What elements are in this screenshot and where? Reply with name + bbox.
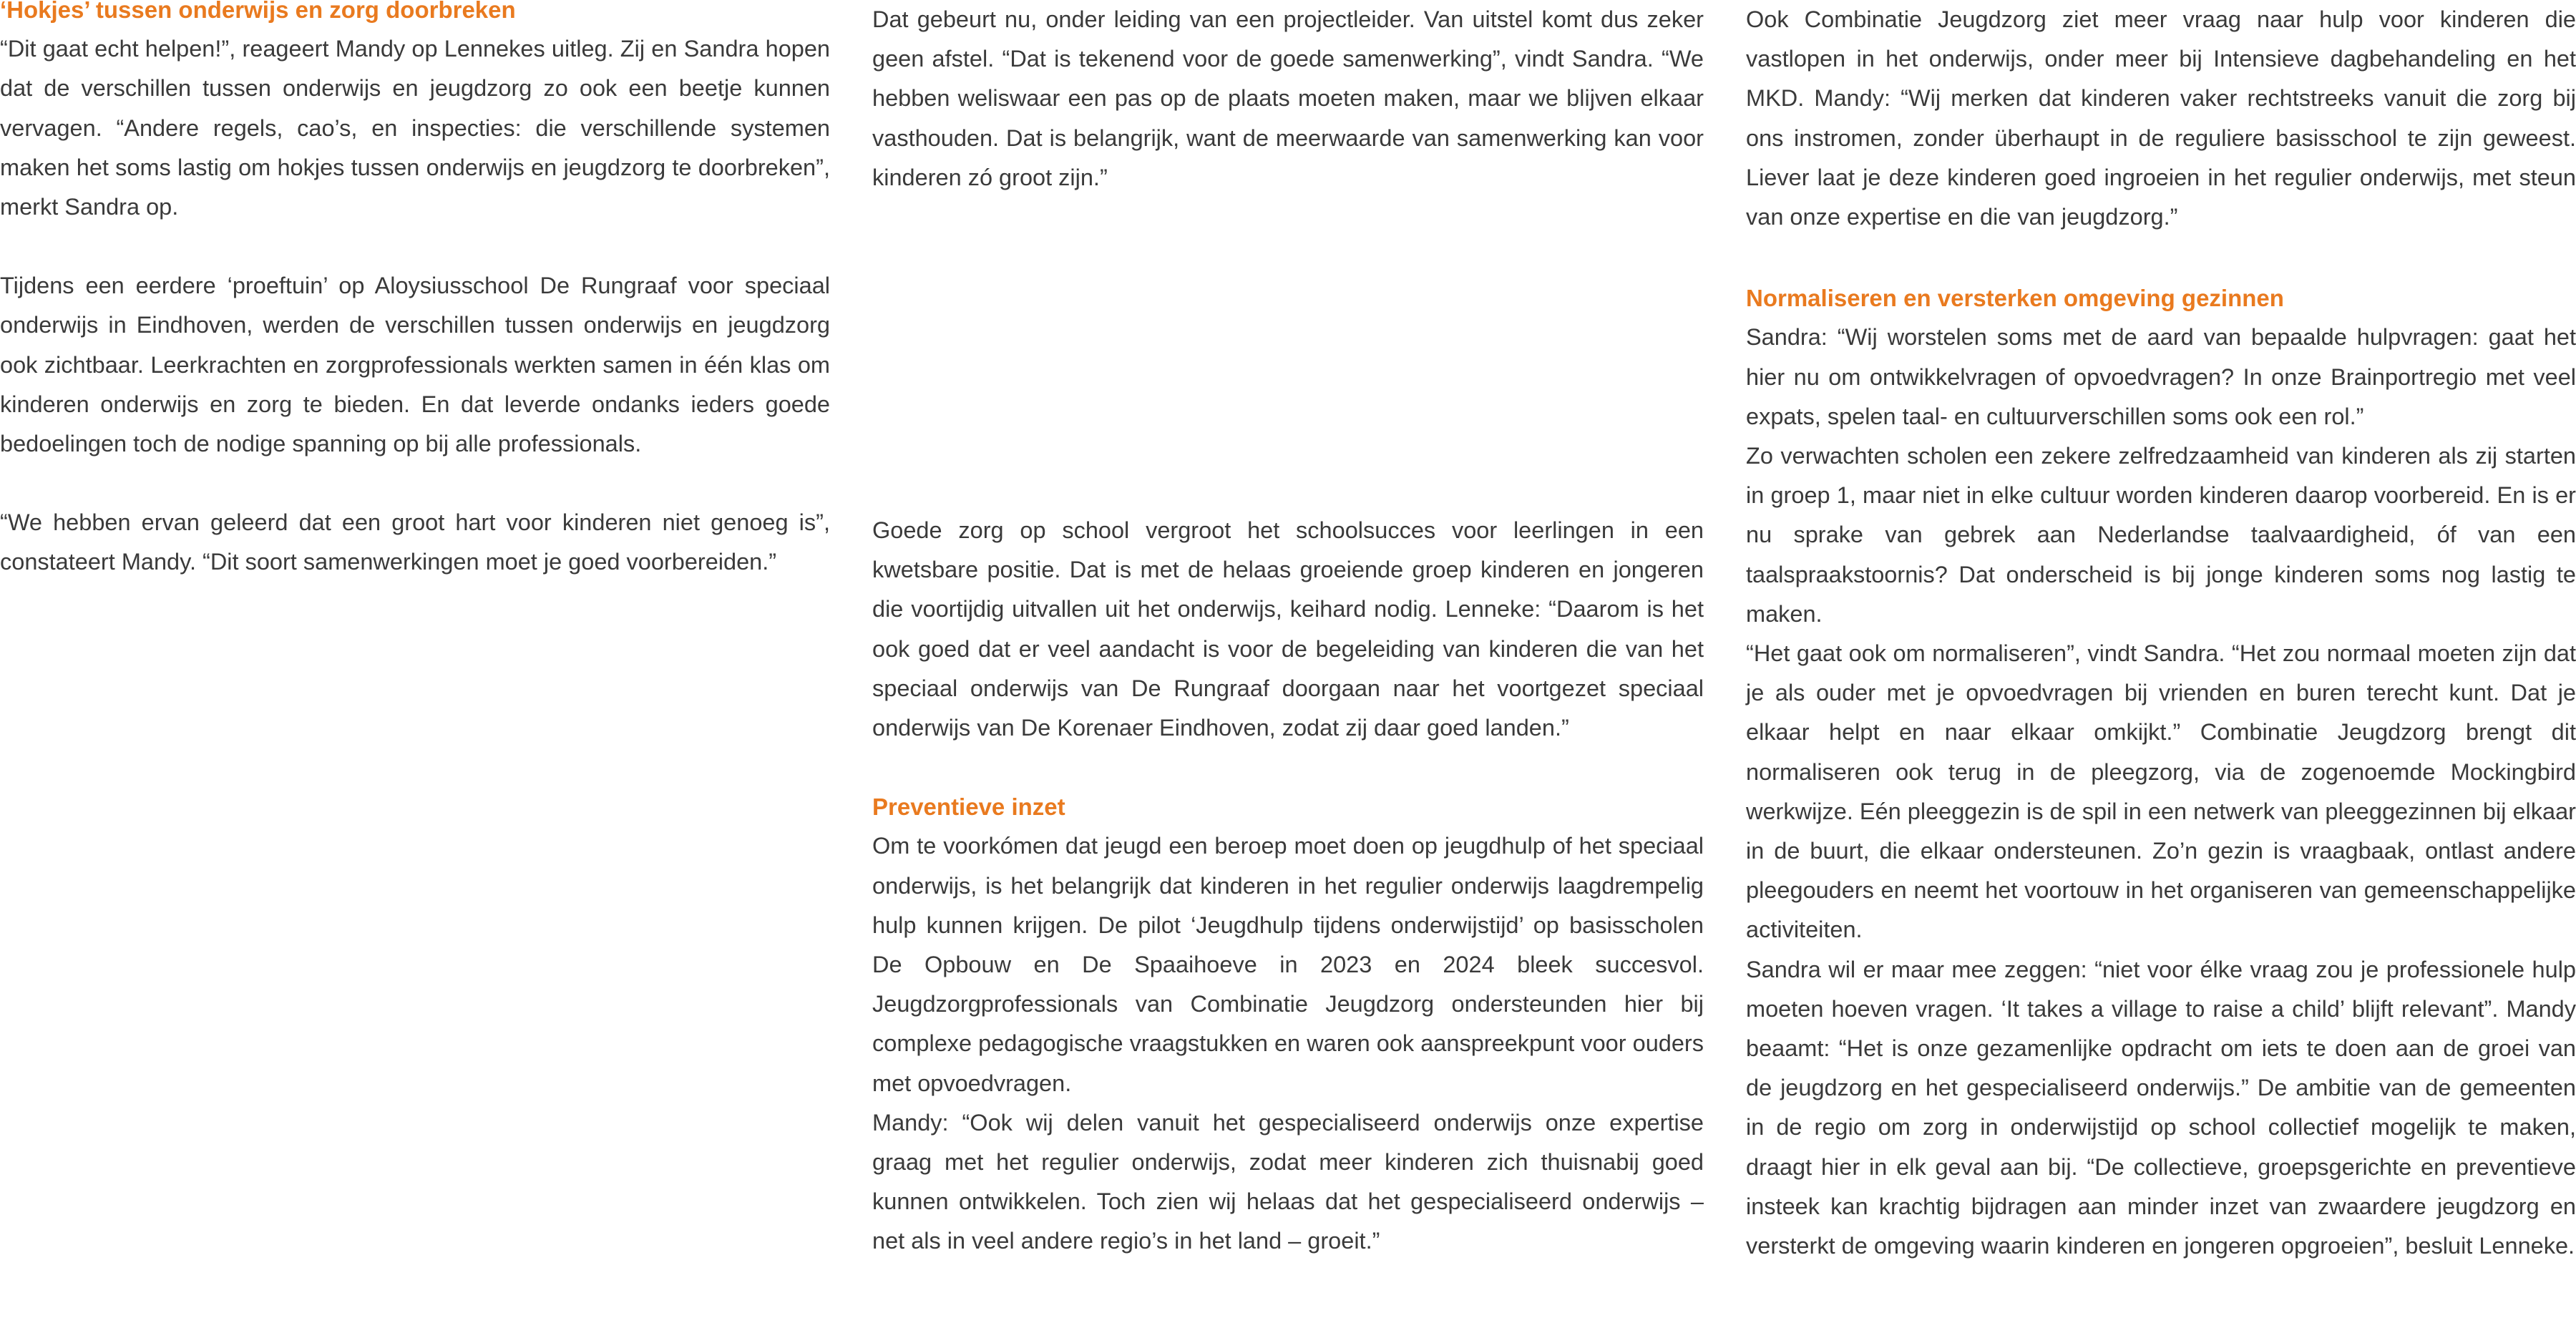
section-heading-hokjes: ‘Hokjes’ tussen onderwijs en zorg doorbreken [0, 0, 516, 23]
paragraph: “Dit gaat echt helpen!”, reageert Mandy op Lennekes uitleg. Zij en Sandra hopen dat de verschillen tussen onderwijs en jeugdzorg zo ook een beetje kunnen vervagen. “Andere regels, cao’s, en inspecties: die verschillende systemen maken het soms lastig om hokjes tussen onderwijs en jeugdzorg te doorbreken”, merkt Sandra op. [0, 36, 830, 220]
column-right [1746, 0, 2576, 1266]
column-middle [872, 0, 1704, 1261]
paragraph: Ook Combinatie Jeugdzorg ziet meer vraag naar hulp voor kinderen die vastlopen in het onderwijs, onder meer bij Intensieve dagbehandeling en het MKD. Mandy: “Wij merken dat kinderen vaker rechtstreeks vanuit die zorg bij ons instromen, zonder überhaupt in de reguliere basisschool te zijn geweest. Liever laat je deze kinderen goed ingroeien in het regulier onderwijs, met steun van onze expertise en die van jeugdzorg.” [1746, 6, 2576, 230]
paragraph: Sandra wil er maar mee zeggen: “niet voor élke vraag zou je professionele hulp moeten hoeven vragen. ‘It takes a village to raise a child’ blijft relevant”. Mandy beaamt: “Het is onze gezamenlijke opdracht om iets te doen aan de groei van de jeugdzorg en het gespecialiseerd onderwijs.” De ambitie van de gemeenten in de regio om zorg in onderwijstijd op school collectief mogelijk te maken, draagt hier in elk geval aan bij. “De collectieve, groepsgerichte en preventieve insteek kan krachtig bijdragen aan minder inzet van zwaardere jeugdzorg en versterkt de omgeving waarin kinderen en jongeren opgroeien”, besluit Lenneke. [1746, 956, 2576, 1259]
column-left [0, 0, 830, 582]
paragraph: Dat gebeurt nu, onder leiding van een projectleider. Van uitstel komt dus zeker geen afstel. “Dat is tekenend voor de goede samenwerking”, vindt Sandra. “We hebben weliswaar een pas op de plaats moeten maken, maar we blijven elkaar vasthouden. Dat is belangrijk, want de meerwaarde van samenwerking kan voor kinderen zó groot zijn.” [872, 6, 1704, 190]
paragraph: “We hebben ervan geleerd dat een groot hart voor kinderen niet genoeg is”, constateert Mandy. “Dit soort samenwerkingen moet je goed voorbereiden.” [0, 509, 830, 575]
paragraph: “Het gaat ook om normaliseren”, vindt Sandra. “Het zou normaal moeten zijn dat je als ouder met je opvoedvragen bij vrienden en buren terecht kunt. Dat je elkaar helpt en naar elkaar omkijkt.” Combinatie Jeugdzorg brengt dit normaliseren ook terug in de pleegzorg, via de zogenoemde Mockingbird werkwijze. Eén pleeggezin is de spil in een netwerk van pleeggezinnen bij elkaar in de buurt, die elkaar ondersteunen. Zo’n gezin is vraagbaak, ontlast andere pleegouders en neemt het voortouw in het organiseren van gemeenschappelijke activiteiten. [1746, 640, 2576, 943]
section-heading-preventieve-inzet: Preventieve inzet [872, 794, 1065, 821]
paragraph: Om te voorkómen dat jeugd een beroep moet doen op jeugdhulp of het speciaal onderwijs, is het belangrijk dat kinderen in het regulier onderwijs laagdrempelig hulp kunnen krijgen. De pilot ‘Jeugdhulp tijdens onderwijstijd’ op basisscholen De Opbouw en De Spaaihoeve in 2023 en 2024 bleek succesvol. Jeugdzorgprofessionals van Combinatie Jeugdzorg ondersteunden hier bij complexe pedagogische vraagstukken en waren ook aanspreekpunt voor ouders met opvoedvragen. [872, 833, 1704, 1096]
section-heading-normaliseren: Normaliseren en versterken omgeving gezinnen [1746, 285, 2284, 312]
paragraph: Mandy: “Ook wij delen vanuit het gespecialiseerd onderwijs onze expertise graag met het regulier onderwijs, zodat meer kinderen zich thuisnabij goed kunnen ontwikkelen. Toch zien wij helaas dat het gespecialiseerd onderwijs – net als in veel andere regio’s in het land – groeit.” [872, 1109, 1704, 1254]
paragraph: Tijdens een eerdere ‘proeftuin’ op Aloysiusschool De Rungraaf voor speciaal onderwijs in Eindhoven, werden de verschillen tussen onderwijs en jeugdzorg ook zichtbaar. Leerkrachten en zorgprofessionals werkten samen in één klas om kinderen onderwijs en zorg te bieden. En dat leverde ondanks ieders goede bedoelingen toch de nodige spanning op bij alle professionals. [0, 273, 830, 457]
paragraph: Sandra: “Wij worstelen soms met de aard van bepaalde hulpvragen: gaat het hier nu om ontwikkelvragen of opvoedvragen? In onze Brainportregio met veel expats, spelen taal- en cultuurverschillen soms ook een rol.” [1746, 324, 2576, 429]
paragraph: Zo verwachten scholen een zekere zelfredzaamheid van kinderen als zij starten in groep 1, maar niet in elke cultuur worden kinderen daarop voorbereid. En is er nu sprake van gebrek aan Nederlandse taalvaardigheid, óf van een taalspraakstoornis? Dat onderscheid is bij jonge kinderen soms nog lastig te maken. [1746, 443, 2576, 627]
paragraph: Goede zorg op school vergroot het schoolsucces voor leerlingen in een kwetsbare positie. Dat is met de helaas groeiende groep kinderen en jongeren die voortijdig uitvallen uit het onderwijs, keihard nodig. Lenneke: “Daarom is het ook goed dat er veel aandacht is voor de begeleiding van kinderen die van het speciaal onderwijs van De Rungraaf doorgaan naar het voortgezet speciaal onderwijs van De Korenaer Eindhoven, zodat zij daar goed landen.” [872, 517, 1704, 741]
